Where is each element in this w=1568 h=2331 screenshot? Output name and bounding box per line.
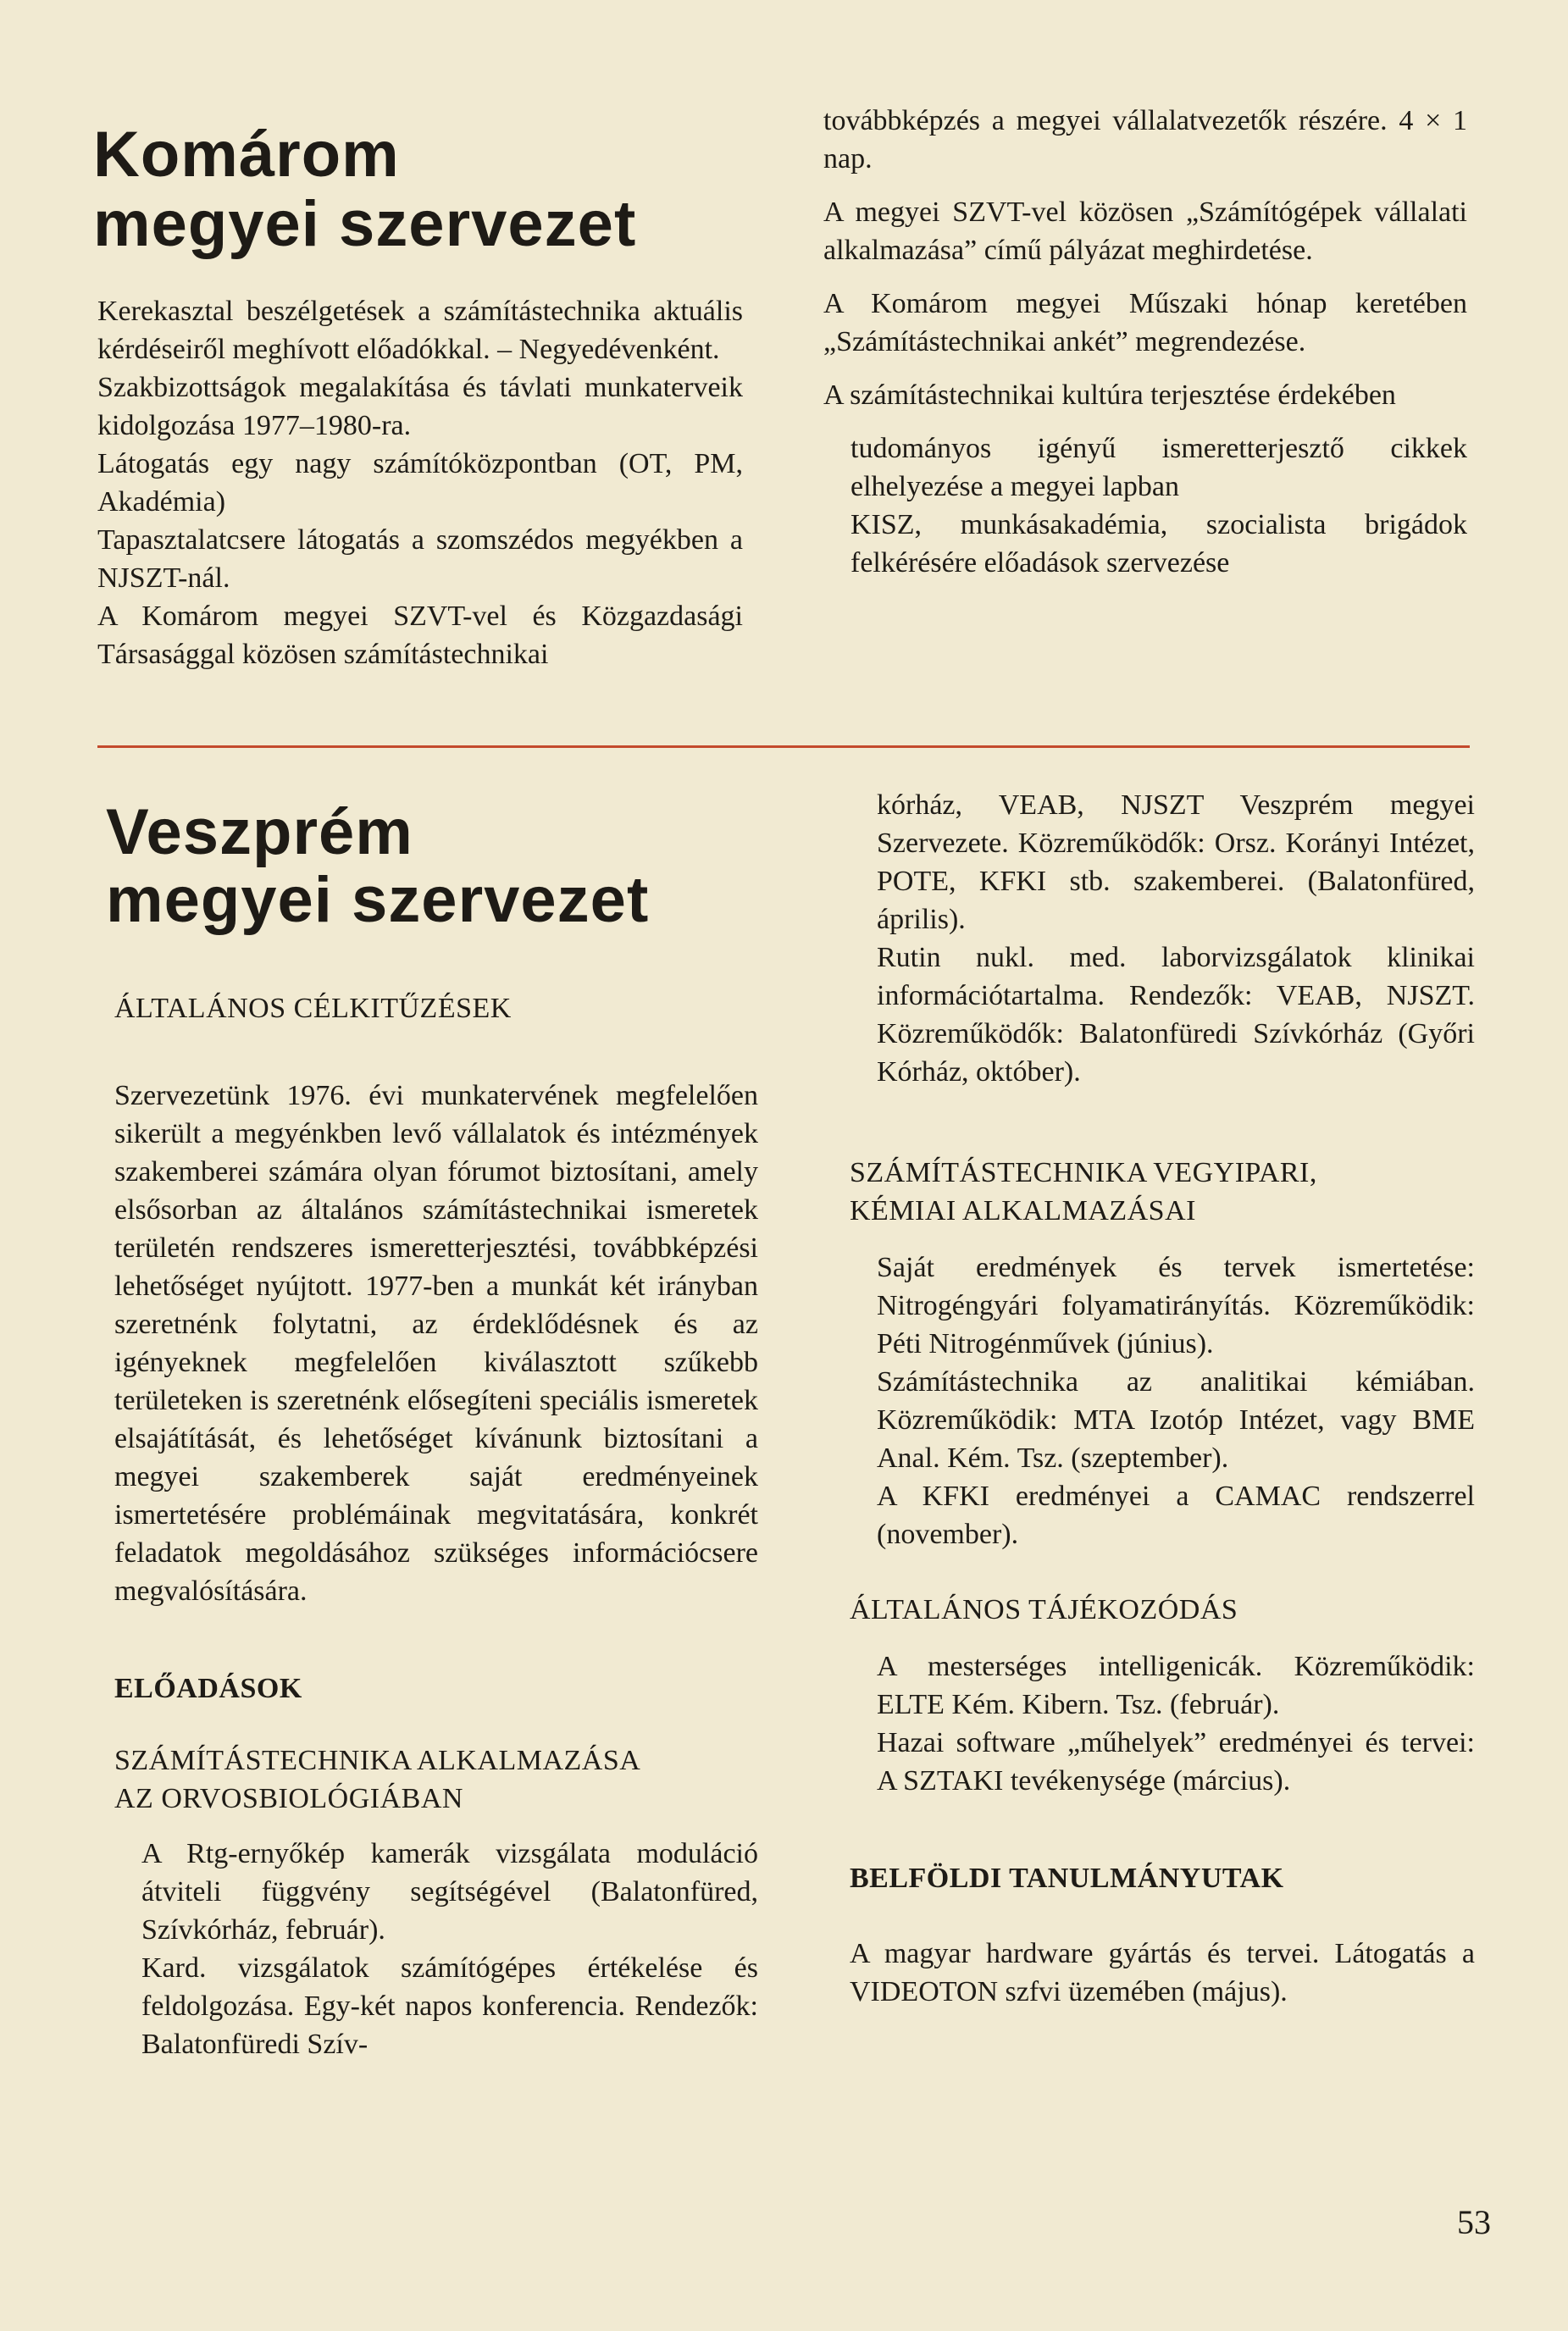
veszprem-left-column (114, 989, 758, 2063)
komarom-title-line1: Komárom (93, 119, 400, 191)
komarom-paragraph: Tapasztalatcsere látogatás a szomszédos megyékben a NJSZT-nál. (97, 524, 743, 594)
orientation-item: Hazai software „műhelyek” eredményei és tervei: A SZTAKI tevékenysége (március). (877, 1727, 1475, 1797)
medical-item: Kard. vizsgálatok számítógépes értékelése és feldolgozása. Egy-két napos konferencia. Rendezők: Balatonfüredi Szív- (141, 1952, 758, 2060)
chemical-item: Számítástechnika az analitikai kémiában. Közreműködik: MTA Izotóp Intézet, vagy BME Anal. Kém. Tsz. (szeptember). (877, 1366, 1475, 1474)
komarom-paragraph: Látogatás egy nagy számítóközpontban (OT, PM, Akadémia) (97, 448, 743, 518)
komarom-title-line2: megyei szervezet (93, 188, 637, 260)
medical-item: A Rtg-ernyőkép kamerák vizsgálata moduláció átviteli függvény segítségével (Balatonfüred, Szívkórház, február). (141, 1838, 758, 1946)
komarom-indented-paragraph: tudományos igényű ismeretterjesztő cikkek elhelyezése a megyei lapban (850, 433, 1467, 502)
chemical-heading-line1: SZÁMÍTÁSTECHNIKA VEGYIPARI, (850, 1157, 1317, 1188)
chemical-item: Saját eredmények és tervek ismertetése: Nitrogéngyári folyamatirányítás. Közreműködik: Péti Nitrogénművek (június). (877, 1252, 1475, 1359)
chemical-heading-line2: KÉMIAI ALKALMAZÁSAI (850, 1195, 1196, 1226)
medical-item-continued: kórház, VEAB, NJSZT Veszprém megyei Szervezete. Közreműködők: Orsz. Korányi Intézet, POTE, KFKI stb. szakemberei. (Balatonfüred, április). (877, 789, 1475, 935)
komarom-right-column (823, 102, 1467, 582)
veszprem-right-column (850, 786, 1475, 2011)
medical-heading-line2: AZ ORVOSBIOLÓGIÁBAN (114, 1783, 463, 1814)
lectures-heading: ELŐADÁSOK (114, 1673, 302, 1704)
section-divider (97, 745, 1470, 748)
orientation-heading: ÁLTALÁNOS TÁJÉKOZÓDÁS (850, 1594, 1238, 1625)
komarom-indented-paragraph: KISZ, munkásakadémia, szocialista brigádok felkérésére előadások szervezése (850, 509, 1467, 579)
komarom-paragraph: A megyei SZVT-vel közösen „Számítógépek vállalati alkalmazása” című pályázat meghirdetése. (823, 197, 1467, 266)
komarom-paragraph: Szakbizottságok megalakítása és távlati munkaterveik kidolgozása 1977–1980-ra. (97, 372, 743, 441)
komarom-left-column (97, 292, 743, 673)
veszprem-title-line1: Veszprém (106, 796, 413, 868)
komarom-paragraph: A Komárom megyei SZVT-vel és Közgazdasági Társasággal közösen számítástechnikai (97, 601, 743, 670)
domestic-studies-heading: BELFÖLDI TANULMÁNYUTAK (850, 1863, 1284, 1894)
general-goals-text: Szervezetünk 1976. évi munkatervének megfelelően sikerült a megyénkben levő vállalatok és intézmények szakemberei számára olyan fórumot biztosítani, amely elsősorban az általános számítástechnikai ismeretek területén rendszeres ismeretterjesztési, továbbképzési lehetőséget nyújtott. 1977-ben a munkát két irányban szeretnénk folytatni, az érdeklődésnek és az igényeknek megfelelően kiválasztott szűkebb területeken is szeretnénk elősegíteni speciális ismeretek elsajátítását, és lehetőséget kívánunk biztosítani a megyei szakemberek saját eredményeinek ismertetésére problémáinak megvitatására, konkrét feladatok megoldásához szükséges információcsere megvalósítására. (114, 1080, 758, 1607)
komarom-paragraph: Kerekasztal beszélgetések a számítástechnika aktuális kérdéseiről meghívott előadókkal. – Negyedévenként. (97, 296, 743, 365)
domestic-studies-item: A magyar hardware gyártás és tervei. Látogatás a VIDEOTON szfvi üzemében (május). (850, 1938, 1475, 2007)
medical-heading-line1: SZÁMÍTÁSTECHNIKA ALKALMAZÁSA (114, 1745, 641, 1776)
orientation-item: A mesterséges intelligenicák. Közreműködik: ELTE Kém. Kibern. Tsz. (február). (877, 1651, 1475, 1720)
veszprem-title-line2: megyei szervezet (106, 864, 650, 936)
chemical-item: A KFKI eredményei a CAMAC rendszerrel (november). (877, 1481, 1475, 1550)
medical-item: Rutin nukl. med. laborvizsgálatok klinikai információtartalma. Rendezők: VEAB, NJSZT. Közreműködők: Balatonfüredi Szívkórház (Győri Kórház, október). (877, 942, 1475, 1088)
general-goals-heading: ÁLTALÁNOS CÉLKITŰZÉSEK (114, 993, 512, 1024)
komarom-paragraph: A számítástechnikai kultúra terjesztése érdekében (823, 379, 1396, 411)
komarom-paragraph: A Komárom megyei Műszaki hónap keretében „Számítástechnikai ankét” megrendezése. (823, 288, 1467, 357)
komarom-paragraph: továbbképzés a megyei vállalatvezetők részére. 4 × 1 nap. (823, 105, 1467, 174)
page-number: 53 (1457, 2203, 1491, 2241)
